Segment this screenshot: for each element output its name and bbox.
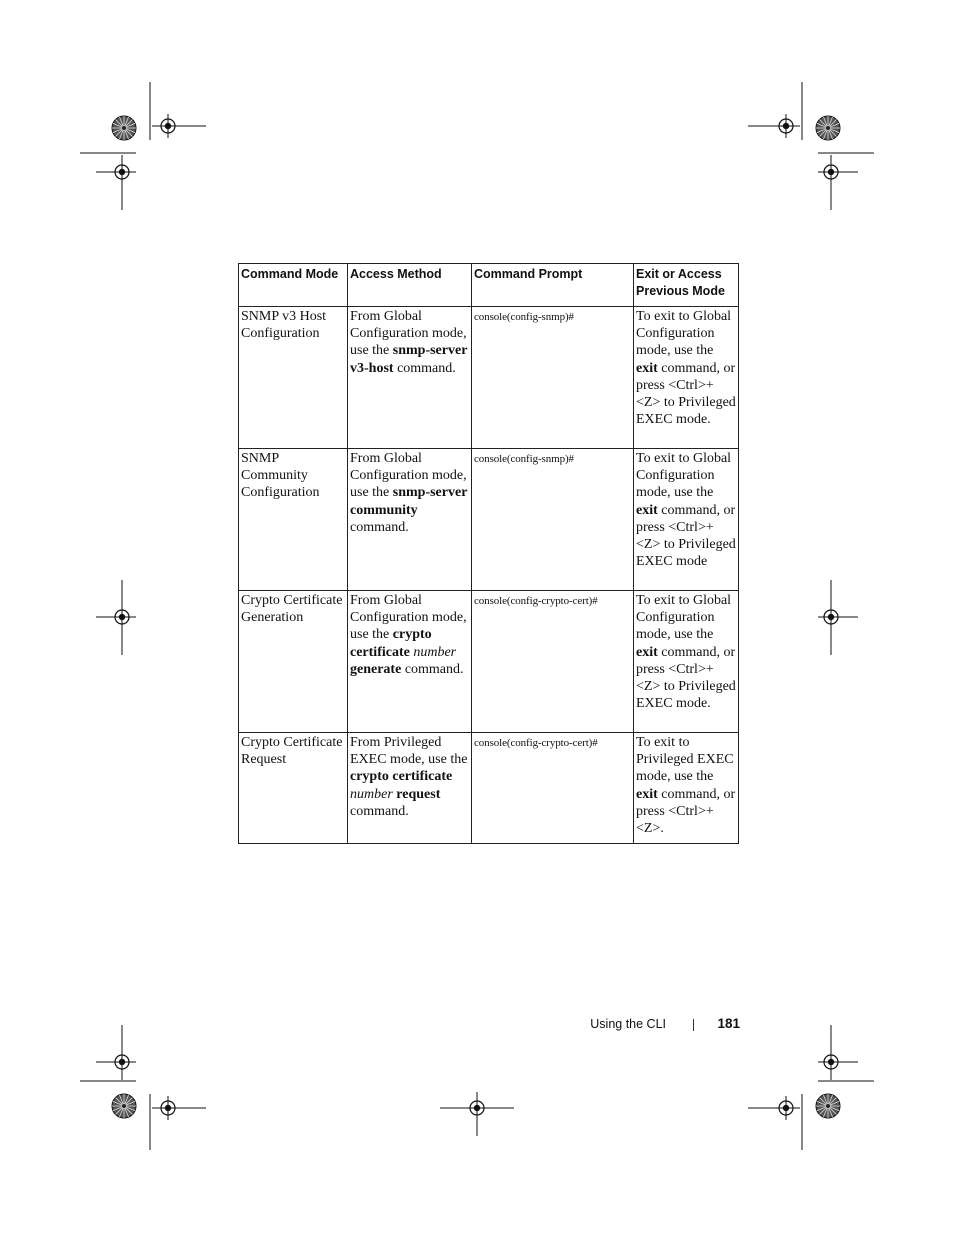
cell-access-method: From Global Configuration mode, use the crypto certificate number generate command. xyxy=(348,591,472,733)
command-keyword: snmp-server v3-host xyxy=(350,343,468,376)
cell-command-prompt: console(config-snmp)# xyxy=(472,307,634,449)
header-command-mode: Command Mode xyxy=(239,264,348,307)
header-command-prompt: Command Prompt xyxy=(472,264,634,307)
header-exit-mode: Exit or Access Previous Mode xyxy=(634,264,739,307)
command-keyword: generate xyxy=(350,661,402,677)
header-access-method: Access Method xyxy=(348,264,472,307)
command-mode-table xyxy=(238,263,739,844)
color-target-bottom-right xyxy=(816,1094,840,1118)
command-keyword: crypto certificate xyxy=(350,627,432,660)
cell-access-method: From Privileged EXEC mode, use the crypto certificate number request command. xyxy=(348,733,472,844)
cell-command-mode: Crypto Certificate Generation xyxy=(239,591,348,733)
footer-section-title: Using the CLI xyxy=(590,1017,666,1031)
cell-access-method: From Global Configuration mode, use the snmp-server v3-host command. xyxy=(348,307,472,449)
cell-command-mode: SNMP Community Configuration xyxy=(239,449,348,591)
exit-keyword: exit xyxy=(636,360,658,376)
cell-access-method: From Global Configuration mode, use the snmp-server community command. xyxy=(348,449,472,591)
table-row xyxy=(239,591,739,733)
table-row xyxy=(239,307,739,449)
page-number: 181 xyxy=(717,1016,740,1031)
cell-command-mode: Crypto Certificate Request xyxy=(239,733,348,844)
color-target-bottom-left xyxy=(112,1094,136,1118)
color-target-top-left xyxy=(112,116,136,140)
footer-divider xyxy=(693,1019,694,1031)
cell-exit-mode: To exit to Global Configuration mode, use the exit command, or press <Ctrl>+<Z> to Privileged EXEC mode xyxy=(634,449,739,591)
exit-keyword: exit xyxy=(636,502,658,518)
table-header-row xyxy=(239,264,739,307)
table-row xyxy=(239,733,739,844)
cell-command-prompt: console(config-crypto-cert)# xyxy=(472,591,634,733)
command-argument: number xyxy=(413,644,457,660)
color-target-top-right xyxy=(816,116,840,140)
command-keyword: request xyxy=(396,786,441,802)
exit-keyword: exit xyxy=(636,786,658,802)
command-keyword: snmp-server community xyxy=(350,485,468,518)
command-argument: number xyxy=(350,786,393,802)
cell-command-mode: SNMP v3 Host Configuration xyxy=(239,307,348,449)
page-footer xyxy=(560,1015,740,1035)
table-row xyxy=(239,449,739,591)
cell-exit-mode: To exit to Global Configuration mode, use the exit command, or press <Ctrl>+<Z> to Privileged EXEC mode. xyxy=(634,307,739,449)
cell-exit-mode: To exit to Global Configuration mode, use the exit command, or press <Ctrl>+<Z> to Privileged EXEC mode. xyxy=(634,591,739,733)
command-keyword: crypto certificate xyxy=(350,769,453,785)
exit-keyword: exit xyxy=(636,644,658,660)
cell-command-prompt: console(config-snmp)# xyxy=(472,449,634,591)
cell-exit-mode: To exit to Privileged EXEC mode, use the exit command, or press <Ctrl>+<Z>. xyxy=(634,733,739,844)
cell-command-prompt: console(config-crypto-cert)# xyxy=(472,733,634,844)
